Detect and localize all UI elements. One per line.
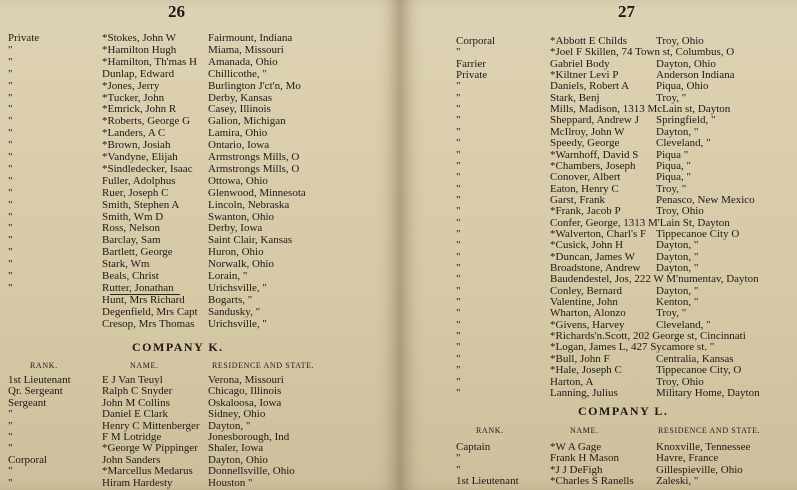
rank-cell: " xyxy=(8,442,13,455)
roster-row xyxy=(8,476,396,490)
rank-cell: " xyxy=(456,463,461,476)
rank-cell: " xyxy=(456,159,461,172)
rank-cell: " xyxy=(8,79,13,92)
name-cell: Stark, Wm xyxy=(102,258,150,271)
residence-cell: Piqua, Ohio xyxy=(656,80,709,93)
residence-cell: Dayton, " xyxy=(656,284,699,297)
residence-cell: Gillespieville, Ohio xyxy=(656,463,743,476)
name-cell: Cresop, Mrs Thomas xyxy=(102,317,195,330)
name-cell: *Tucker, John xyxy=(102,91,165,104)
residence-cell: Ontario, Iowa xyxy=(208,139,270,152)
name-cell: Conover, Albert xyxy=(550,171,621,184)
rank-cell: " xyxy=(456,318,461,331)
rank-cell: " xyxy=(456,307,461,320)
name-cell: *Jones, Jerry xyxy=(102,79,160,92)
residence-cell: Jonesborough, Ind xyxy=(208,431,290,443)
rank-cell: 1st Lieutenant xyxy=(456,474,519,487)
rank-cell: " xyxy=(8,281,13,294)
name-cell: Rutter, Jonathan xyxy=(102,281,174,294)
rank-cell: " xyxy=(456,341,461,354)
residence-cell: Dayton, " xyxy=(208,419,251,432)
residence-cell: Havre, France xyxy=(656,452,719,465)
name-cell: Wharton, Alonzo xyxy=(550,307,626,320)
residence-cell: Urichsville, " xyxy=(208,317,267,330)
residence-cell: Dayton, " xyxy=(656,262,699,274)
company-title: COMPANY K. xyxy=(132,340,224,354)
residence-cell: Piqua " xyxy=(656,148,689,161)
column-header-name: NAME. xyxy=(570,426,599,435)
rank-cell: " xyxy=(456,80,461,93)
name-cell: *Kiltner Levi P xyxy=(550,69,619,82)
name-cell: *Vandyne, Elijah xyxy=(102,151,178,163)
residence-cell: Donnellsville, Ohio xyxy=(208,465,295,478)
name-cell: *Abbott E Childs xyxy=(550,35,628,47)
rank-cell: " xyxy=(8,55,13,68)
rank-cell: " xyxy=(456,296,461,309)
residence-cell: Springfield, " xyxy=(656,114,716,127)
residence-cell: Armstrongs Mills, O xyxy=(208,151,300,163)
name-cell: E J Van Teuyl xyxy=(102,374,163,386)
name-cell: *Cusick, John H xyxy=(550,239,624,252)
rank-cell: Captain xyxy=(456,441,491,453)
rank-cell: " xyxy=(8,91,13,104)
name-cell: *Walverton, Charl's F xyxy=(550,227,647,240)
rank-cell: " xyxy=(456,364,461,377)
name-cell: *Duncan, James W xyxy=(550,250,636,263)
residence-cell: Bogarts, " xyxy=(208,294,253,306)
column-header-residence: RESIDENCE AND STATE. xyxy=(212,361,315,370)
residence-cell: Sidney, Ohio xyxy=(208,408,266,421)
rank-cell: " xyxy=(8,127,13,140)
residence-cell: Troy, " xyxy=(656,307,687,320)
rank-cell: " xyxy=(456,386,461,399)
residence-cell: Lamira, Ohio xyxy=(208,127,268,140)
name-cell: Daniels, Robert A xyxy=(550,80,630,93)
name-cell: Smith, Wm D xyxy=(102,210,164,223)
rank-cell: " xyxy=(456,216,461,229)
residence-cell: Anderson Indiana xyxy=(656,69,735,82)
residence-cell: Miama, Missouri xyxy=(208,43,284,56)
name-cell: Garst, Frank xyxy=(550,193,605,206)
rank-cell: " xyxy=(8,43,13,56)
rank-cell: " xyxy=(8,198,13,211)
name-cell: Degenfield, Mrs Capt xyxy=(102,305,198,318)
name-cell: *Roberts, George G xyxy=(102,115,191,128)
name-cell: *Landers, A C xyxy=(102,127,166,140)
rank-cell: " xyxy=(8,270,13,282)
name-cell: *Brown, Josiah xyxy=(102,139,171,152)
company-title: COMPANY L. xyxy=(578,404,669,418)
residence-cell: Verona, Missouri xyxy=(208,374,284,386)
name-cell: *Charles S Ranells xyxy=(550,474,634,487)
name-cell: Ross, Nelson xyxy=(102,222,161,235)
residence-cell: Dayton, " xyxy=(656,239,699,252)
name-cell: Conley, Bernard xyxy=(550,284,622,297)
name-cell: *Richards'n.Scott, 202 George st, Cincinnati xyxy=(550,330,746,343)
name-cell: *Sindledecker, Isaac xyxy=(102,162,193,175)
rank-cell: " xyxy=(456,103,461,116)
residence-cell: Sandusky, " xyxy=(208,305,261,318)
rank-cell: " xyxy=(456,227,461,240)
column-header-name: NAME. xyxy=(130,361,159,370)
residence-cell: Huron, Ohio xyxy=(208,246,264,259)
name-cell: Hiram Hardesty xyxy=(102,476,173,489)
rank-cell: " xyxy=(456,352,461,365)
name-cell: Daniel E Clark xyxy=(102,408,168,421)
name-cell: Dunlap, Edward xyxy=(102,67,175,80)
name-cell: Valentine, John xyxy=(550,296,618,309)
column-header-residence: RESIDENCE AND STATE. xyxy=(658,426,761,435)
residence-cell: Oskaloosa, Iowa xyxy=(208,396,282,409)
rank-cell: " xyxy=(8,431,13,443)
rank-cell: " xyxy=(456,46,461,59)
residence-cell: Troy, " xyxy=(656,182,687,195)
residence-cell: Amanada, Ohio xyxy=(208,55,278,68)
rank-cell: " xyxy=(456,250,461,263)
name-cell: Mills, Madison, 1313 McLain st, Dayton xyxy=(550,103,731,116)
name-cell: *Marcellus Medarus xyxy=(102,465,193,478)
rank-cell: Corporal xyxy=(456,35,496,47)
name-cell: Baudendestel, Jos, 222 W M'numentav, Dayton xyxy=(550,273,759,286)
residence-cell: Troy, " xyxy=(656,91,687,104)
name-cell: Eaton, Henry C xyxy=(550,182,619,195)
residence-cell: Houston " xyxy=(208,476,253,489)
name-cell: *Bull, John F xyxy=(550,352,610,365)
right-page xyxy=(400,0,797,490)
roster-row xyxy=(456,386,796,400)
rank-cell: " xyxy=(456,125,461,138)
name-cell: Confer, George, 1313 M'Lain St, Dayton xyxy=(550,216,730,229)
name-cell: Ralph C Snyder xyxy=(102,385,173,398)
residence-cell: Shaler, Iowa xyxy=(208,442,264,455)
name-cell: Barclay, Sam xyxy=(102,234,161,247)
residence-cell: Chillicothe, " xyxy=(208,67,267,80)
residence-cell: Troy, Ohio xyxy=(656,375,704,388)
residence-cell: Dayton, " xyxy=(656,125,699,138)
name-cell: *Hamilton, Th'mas H xyxy=(102,55,197,68)
residence-cell: Tippecanoe City O xyxy=(656,227,740,240)
rank-cell: " xyxy=(8,103,13,116)
residence-cell: Troy, Ohio xyxy=(656,205,704,218)
residence-cell: Burlington J'ct'n, Mo xyxy=(208,79,301,92)
name-cell: Lanning, Julius xyxy=(550,386,618,399)
rank-cell: " xyxy=(456,114,461,127)
name-cell: *J J DeFigh xyxy=(550,463,603,476)
rank-cell: " xyxy=(8,162,13,175)
rank-cell: " xyxy=(8,246,13,259)
name-cell: *Warnhoff, David S xyxy=(550,148,639,161)
rank-cell: " xyxy=(456,273,461,286)
rank-cell: " xyxy=(456,193,461,206)
name-cell: Harton, A xyxy=(550,375,594,388)
residence-cell: Dayton, " xyxy=(656,250,699,263)
rank-cell: " xyxy=(8,258,13,271)
rank-cell: " xyxy=(8,174,13,187)
rank-cell: " xyxy=(8,234,13,247)
column-header-rank: RANK. xyxy=(30,361,58,370)
name-cell: Sheppard, Andrew J xyxy=(550,114,639,127)
residence-cell: Derby, Kansas xyxy=(208,91,273,104)
rank-cell: " xyxy=(456,375,461,388)
name-cell: *George W Pippinger xyxy=(102,442,198,455)
name-cell: Frank H Mason xyxy=(550,452,620,465)
rank-cell: Qr. Sergeant xyxy=(8,385,63,398)
rank-cell: Private xyxy=(456,69,488,82)
residence-cell: Piqua, " xyxy=(656,159,692,172)
rank-cell: Private xyxy=(8,32,40,44)
residence-cell: Tippecanoe City, O xyxy=(656,364,742,377)
rank-cell: " xyxy=(456,91,461,104)
name-cell: Stark, Benj xyxy=(550,91,600,104)
page-number: 26 xyxy=(168,2,185,21)
rank-cell: " xyxy=(8,67,13,80)
residence-cell: Centralia, Kansas xyxy=(656,352,734,365)
residence-cell: Military Home, Dayton xyxy=(656,386,760,399)
name-cell: John Sanders xyxy=(102,453,161,466)
rank-cell: " xyxy=(456,239,461,252)
residence-cell: Zaleski, " xyxy=(656,474,699,487)
rank-cell: " xyxy=(8,465,13,478)
residence-cell: Glenwood, Minnesota xyxy=(208,186,306,199)
rank-cell: " xyxy=(456,182,461,195)
name-cell: *Hale, Joseph C xyxy=(550,364,622,377)
name-cell: McIlroy, John W xyxy=(550,125,625,138)
name-cell: *Chambers, Joseph xyxy=(550,159,636,172)
rank-cell: " xyxy=(456,137,461,150)
roster-row xyxy=(456,474,796,488)
name-cell: Speedy, George xyxy=(550,137,620,150)
residence-cell: Ottowa, Ohio xyxy=(208,174,268,187)
name-cell: Broadstone, Andrew xyxy=(550,262,641,274)
rank-cell: " xyxy=(8,186,13,199)
rank-cell: " xyxy=(456,205,461,218)
name-cell: *Hamilton Hugh xyxy=(102,43,177,56)
name-cell: Bartlett, George xyxy=(102,246,173,259)
name-cell: *Frank, Jacob P xyxy=(550,205,621,218)
name-cell: Smith, Stephen A xyxy=(102,198,180,211)
residence-cell: Dayton, Ohio xyxy=(208,453,268,466)
rank-cell: " xyxy=(456,148,461,161)
name-cell: *Joel F Skillen, 74 Town st, Columbus, O xyxy=(550,46,735,59)
rank-cell: " xyxy=(8,222,13,235)
name-cell: *W A Gage xyxy=(550,441,602,453)
name-cell: *Emrick, John R xyxy=(102,103,177,116)
residence-cell: Urichsville, " xyxy=(208,281,267,294)
rank-cell: " xyxy=(456,262,461,274)
rank-cell: Sergeant xyxy=(8,396,47,409)
rank-cell: " xyxy=(456,284,461,297)
residence-cell: Troy, Ohio xyxy=(656,35,704,47)
residence-cell: Cleveland, " xyxy=(656,318,711,331)
name-cell: John M Collins xyxy=(102,396,170,409)
residence-cell: Fairmount, Indiana xyxy=(208,32,293,44)
rank-cell: " xyxy=(8,210,13,223)
residence-cell: Norwalk, Ohio xyxy=(208,258,274,271)
name-cell: *Givens, Harvey xyxy=(550,318,625,331)
residence-cell: Casey, Illinois xyxy=(208,103,271,116)
rank-cell: " xyxy=(8,419,13,432)
residence-cell: Derby, Iowa xyxy=(208,222,263,235)
column-header-rank: RANK. xyxy=(476,426,504,435)
rank-cell: " xyxy=(456,330,461,343)
rank-cell: " xyxy=(8,139,13,152)
rank-cell: " xyxy=(456,171,461,184)
roster-row xyxy=(8,317,396,331)
residence-cell: Galion, Michigan xyxy=(208,115,286,128)
residence-cell: Lorain, " xyxy=(208,270,248,282)
rank-cell: " xyxy=(8,115,13,128)
name-cell: *Logan, James L, 427 Sycamore st. " xyxy=(550,341,715,354)
residence-cell: Cleveland, " xyxy=(656,137,711,150)
rank-cell: " xyxy=(456,452,461,465)
name-cell: Beals, Christ xyxy=(102,270,159,282)
residence-cell: Lincoln, Nebraska xyxy=(208,198,290,211)
rank-cell: " xyxy=(8,476,13,489)
name-cell: Henry C Mittenberger xyxy=(102,419,200,432)
rank-cell: Corporal xyxy=(8,453,48,466)
residence-cell: Swanton, Ohio xyxy=(208,210,274,223)
residence-cell: Saint Clair, Kansas xyxy=(208,234,293,247)
rank-cell: " xyxy=(8,408,13,421)
residence-cell: Armstrongs Mills, O xyxy=(208,162,300,175)
residence-cell: Penasco, New Mexico xyxy=(656,193,755,206)
rank-cell: Farrier xyxy=(456,57,486,70)
residence-cell: Piqua, " xyxy=(656,171,692,184)
name-cell: *Stokes, John W xyxy=(102,32,177,44)
name-cell: Fuller, Adolphus xyxy=(102,174,176,187)
residence-cell: Chicago, Illinois xyxy=(208,385,282,398)
residence-cell: Dayton, Ohio xyxy=(656,57,716,70)
name-cell: Ruer, Joseph C xyxy=(102,186,169,199)
name-cell: Gabriel Body xyxy=(550,57,610,70)
page-number: 27 xyxy=(618,2,635,21)
residence-cell: Knoxville, Tennessee xyxy=(656,441,751,453)
residence-cell: Kenton, " xyxy=(656,296,699,309)
name-cell: F M Lotridge xyxy=(102,431,162,443)
rank-cell: " xyxy=(8,151,13,163)
rank-cell: 1st Lieutenant xyxy=(8,374,71,386)
name-cell: Hunt, Mrs Richard xyxy=(102,294,185,306)
